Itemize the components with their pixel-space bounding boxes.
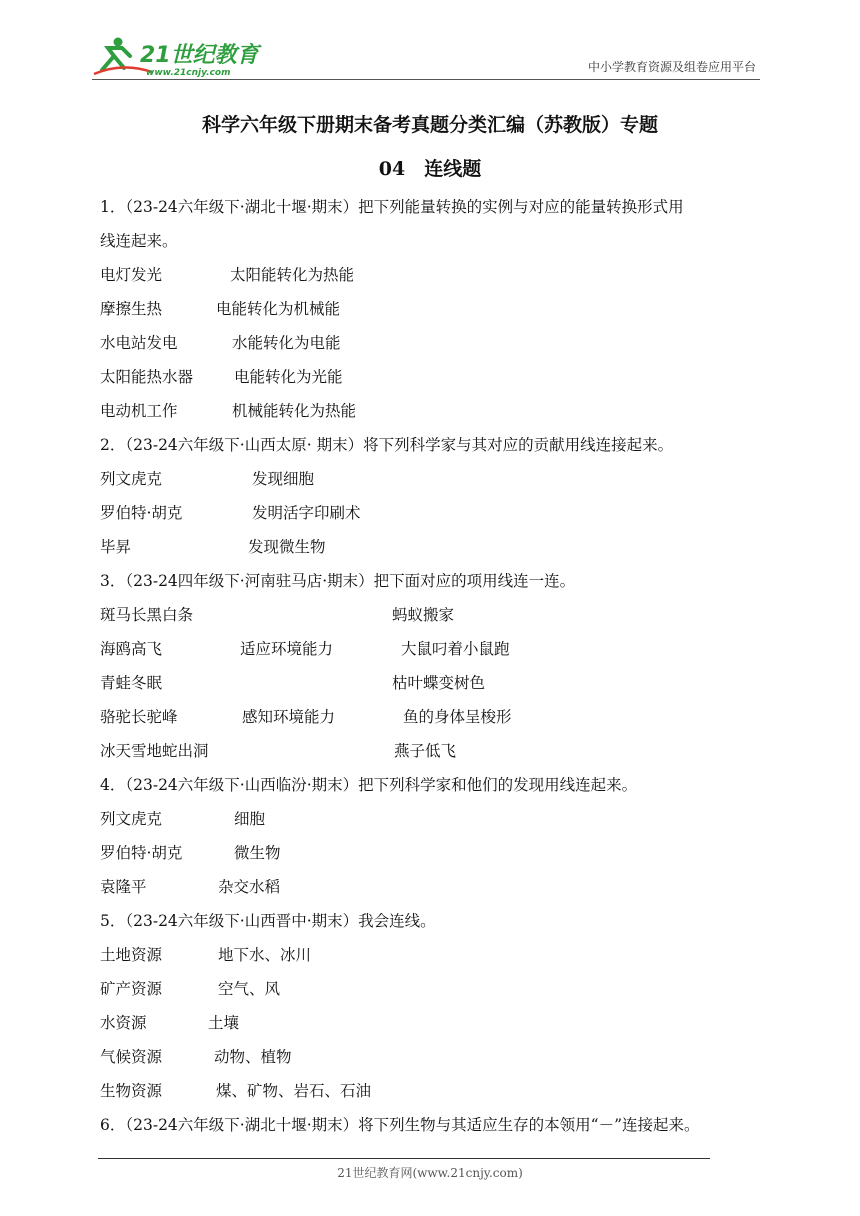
match-row: 列文虎克 细胞 (100, 810, 266, 828)
match-row: 生物资源 煤、矿物、岩石、石油 (100, 1082, 372, 1100)
svg-text:www.21cnjy.com: www.21cnjy.com (146, 68, 231, 78)
match-row: 罗伯特·胡克 发明活字印刷术 (100, 504, 361, 522)
match-row: 骆驼长驼峰 感知环境能力 鱼的身体呈梭形 (100, 708, 512, 726)
question-4-stem: 4．（23-24六年级下·山西临汾·期末）把下列科学家和他们的发现用线连起来。 (100, 776, 638, 794)
match-row: 海鸥高飞 适应环境能力 大鼠叼着小鼠跑 (100, 640, 510, 658)
question-5-stem: 5．（23-24六年级下·山西晋中·期末）我会连线。 (100, 912, 436, 930)
match-row: 气候资源 动物、植物 (100, 1048, 292, 1066)
match-row: 罗伯特·胡克 微生物 (100, 844, 281, 862)
svg-text:21世纪教育: 21世纪教育 (140, 43, 259, 68)
header-divider (92, 79, 760, 80)
document-title: 科学六年级下册期末备考真题分类汇编（苏教版）专题 (201, 114, 658, 136)
question-2-stem: 2．（23-24六年级下·山西太原· 期末）将下列科学家与其对应的贡献用线连接起来。 (100, 436, 674, 454)
match-row: 电动机工作 机械能转化为热能 (100, 402, 357, 420)
question-1-stem-cont: 线连起来。 (100, 232, 178, 250)
platform-name: 中小学教育资源及组卷应用平台 (587, 60, 756, 74)
question-list (100, 192, 768, 1144)
section-title: 04 连线题 (378, 158, 482, 180)
question-3-stem: 3．（23-24四年级下·河南驻马店·期末）把下面对应的项用线连一连。 (100, 572, 576, 590)
match-row: 水电站发电 水能转化为电能 (100, 334, 341, 352)
match-row: 水资源 土壤 (100, 1014, 240, 1032)
match-row: 青蛙冬眠 枯叶蝶变树色 (100, 674, 486, 692)
footer-divider (98, 1158, 710, 1159)
match-row: 太阳能热水器 电能转化为光能 (100, 368, 343, 386)
match-row: 袁隆平 杂交水稻 (100, 878, 281, 896)
question-1-stem: 1．（23-24六年级下·湖北十堰·期末）把下列能量转换的实例与对应的能量转换形式用 (100, 198, 684, 216)
match-row: 斑马长黑白条 蚂蚁搬家 (100, 606, 455, 624)
match-row: 电灯发光 太阳能转化为热能 (100, 266, 355, 284)
page-header (92, 30, 760, 80)
match-row: 矿产资源 空气、风 (100, 980, 281, 998)
logo-21cnjy (92, 34, 262, 78)
match-row: 冰天雪地蛇出洞 燕子低飞 (100, 742, 457, 760)
question-6-stem: 6．（23-24六年级下·湖北十堰·期末）将下列生物与其适应生存的本领用“－”连接起来。 (100, 1116, 700, 1134)
match-row: 毕昇 发现微生物 (100, 538, 326, 556)
page-footer: 21世纪教育网(www.21cnjy.com) (337, 1166, 523, 1180)
match-row: 土地资源 地下水、冰川 (100, 946, 312, 964)
match-row: 列文虎克 发现细胞 (100, 470, 315, 488)
match-row: 摩擦生热 电能转化为机械能 (100, 300, 341, 318)
